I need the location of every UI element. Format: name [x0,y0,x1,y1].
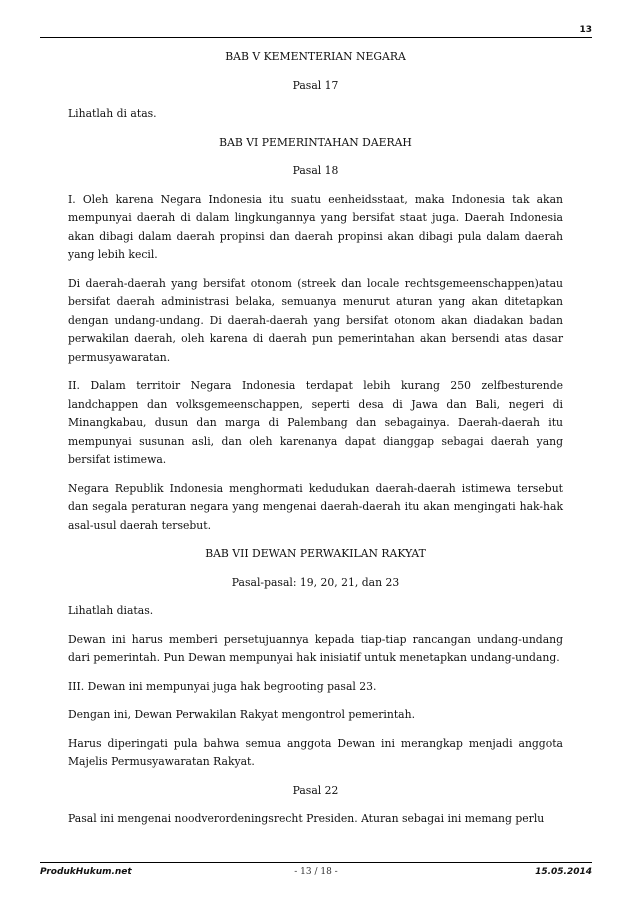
paragraph-pasal-18-2: Di daerah-daerah yang bersifat otonom (streek dan locale rechtsgemeenschappen)atau bersifat daerah administrasi belaka, semuanya menurut aturan yang akan ditetapkan dengan undang-undang. Di daerah-daerah yang bersifat otonom akan diadakan badan perwakilan daerah, oleh karena di daerah pun pemerintahan akan bersendi atas dasar permusyawaratan. [68,276,563,364]
paragraph-pasal-22-1: Pasal ini mengenai noodverordeningsrecht Presiden. Aturan sebagai ini memang perlu [68,812,545,825]
paragraph-dewan-2: III. Dewan ini mempunyai juga hak begrooting pasal 23. [68,679,377,693]
article-title-pasal-18: Pasal 18 [292,164,339,177]
article-title-pasal-22: Pasal 22 [292,783,339,797]
footer-rule [40,862,592,863]
paragraph-dewan-1: Dewan ini harus memberi persetujuannya kepada tiap-tiap rancangan undang-undang dari pemerintah. Pun Dewan mempunyai hak inisiatif untuk menetapkan undang-undang. [68,632,563,664]
article-title-pasal-17: Pasal 17 [292,78,339,92]
header-rule [40,37,592,38]
paragraph-lihatlah-1: Lihatlah di atas. [68,107,157,120]
page-number: 13 [579,25,592,35]
paragraph-dewan-4: Harus diperingati pula bahwa semua anggota Dewan ini merangkap menjadi anggota Majelis Permusyawaratan Rakyat. [68,736,563,768]
document-body [68,48,563,839]
chapter-title-bab-vii: BAB VII DEWAN PERWAKILAN RAKYAT [205,547,426,560]
paragraph-dewan-3: Dengan ini, Dewan Perwakilan Rakyat mengontrol pemerintah. [68,708,416,721]
paragraph-pasal-18-4: Negara Republik Indonesia menghormati kedudukan daerah-daerah istimewa tersebut dan segala peraturan negara yang mengenai daerah-daerah itu akan mengingati hak-hak asal-usul daerah tersebut. [68,481,563,532]
footer-date: 15.05.2014 [535,867,592,877]
chapter-title-bab-v: BAB V KEMENTERIAN NEGARA [225,50,406,63]
footer-page-of: - 13 / 18 - [294,867,338,877]
footer-source: ProdukHukum.net [40,867,132,877]
paragraph-pasal-18-1: I. Oleh karena Negara Indonesia itu suatu eenheidsstaat, maka Indonesia tak akan mempunyai daerah di dalam lingkungannya yang bersifat staat juga. Daerah Indonesia akan dibagi dalam daerah propinsi dan daerah propinsi akan dibagi pula dalam daerah yang lebih kecil. [68,192,563,261]
chapter-title-bab-vi: BAB VI PEMERINTAHAN DAERAH [219,135,412,149]
paragraph-lihatlah-2: Lihatlah diatas. [68,604,154,617]
paragraph-pasal-18-3: II. Dalam territoir Negara Indonesia terdapat lebih kurang 250 zelfbesturende landchappen dan volksgemeenschappen, seperti desa di Jawa dan Bali, negeri di Minangkabau, dusun dan marga di Palembang dan sebagainya. Daerah-daerah itu mempunyai susunan asli, dan oleh karenanya dapat dianggap sebagai daerah yang bersifat istimewa. [68,379,563,466]
article-title-pasal-multi: Pasal-pasal: 19, 20, 21, dan 23 [231,575,400,589]
